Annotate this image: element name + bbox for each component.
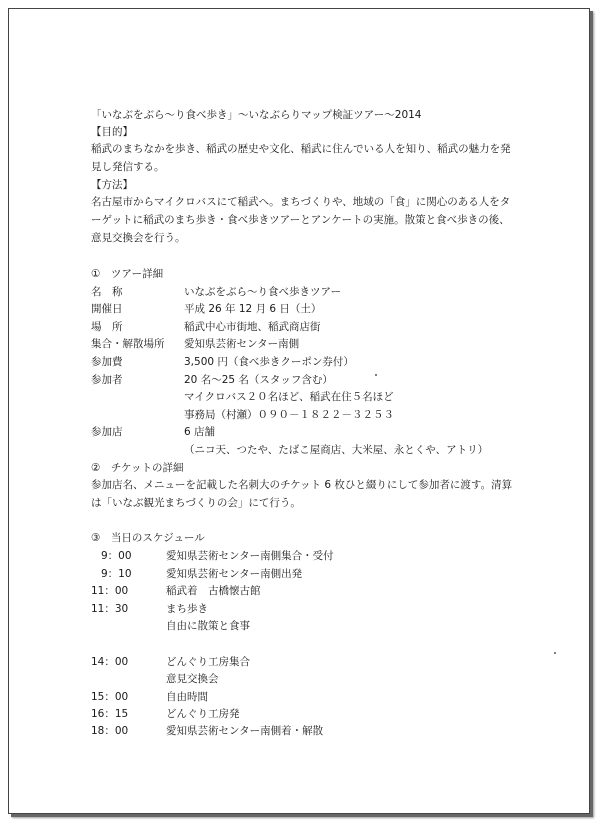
detail-value: 愛知県芸術センター南側 [184, 338, 300, 350]
schedule-time: 14：00 [91, 656, 129, 668]
schedule-event: 意見交換会 [166, 673, 219, 685]
section2-line: は「いなぶ観光まちづくりの会」にて行う。 [91, 497, 301, 509]
method-line: ーゲットに稲武のまち歩き・食べ歩きツアーとアンケートの実施。散策と食べ歩きの後、 [91, 214, 510, 226]
method-line: 意見交換会を行う。 [91, 232, 186, 244]
detail-label: 参加費 [91, 356, 123, 368]
purpose-line: 見し発信する。 [91, 161, 165, 173]
detail-value: 6 店舗 [184, 426, 216, 438]
detail-value: いなぶをぶら～り食べ歩きツアー [184, 286, 342, 298]
schedule-event: どんぐり工房集合 [166, 656, 250, 668]
purpose-line: 稲武のまちなかを歩き、稲武の歴史や文化、稲武に住んでいる人を知り、稲武の魅力を発 [91, 143, 511, 155]
schedule-event: 愛知県芸術センター南側集合・受付 [166, 550, 334, 562]
detail-label: 場 所 [91, 321, 123, 333]
purpose-heading: 【目的】 [91, 126, 133, 138]
scan-speck [554, 652, 556, 654]
schedule-time: 9：10 [101, 568, 132, 580]
detail-value: 事務局（村瀬）０９０－１８２２－３２５３ [184, 409, 394, 421]
method-heading: 【方法】 [91, 179, 133, 191]
section3-heading: ③ 当日のスケジュール [91, 532, 205, 544]
detail-label: 名 称 [91, 286, 123, 298]
schedule-event: 愛知県芸術センター南側着・解散 [166, 725, 324, 737]
schedule-time: 15：00 [91, 691, 129, 703]
schedule-event: 愛知県芸術センター南側出発 [166, 568, 303, 580]
section2-line: 参加店名、メニューを記載した名刺大のチケット 6 枚ひと綴りにして参加者に渡す。清算 [91, 479, 513, 491]
schedule-event: どんぐり工房発 [166, 708, 240, 720]
section2-heading: ② チケットの詳細 [91, 462, 184, 474]
schedule-time: 9：00 [101, 550, 132, 562]
detail-label: 参加者 [91, 374, 123, 386]
detail-value: 20 名～25 名（スタッフ含む） [184, 374, 333, 386]
schedule-event: 自由に散策と食事 [166, 620, 250, 632]
schedule-time: 16：15 [91, 708, 129, 720]
document-title: 「いなぶをぶら～り食べ歩き」～いなぶらりマップ検証ツアー～2014 [91, 109, 422, 121]
detail-value: 稲武中心市街地、稲武商店街 [184, 321, 321, 333]
detail-value: 3,500 円（食べ歩きクーポン券付） [184, 356, 354, 368]
schedule-event: 稲武着 古橋懐古館 [166, 585, 261, 597]
schedule-event: まち歩き [166, 603, 208, 615]
scan-speck [375, 374, 377, 376]
detail-value: （ニコ天、つたや、たばこ屋商店、大米屋、永とくや、アトリ） [184, 444, 489, 456]
detail-label: 開催日 [91, 303, 123, 315]
method-line: 名古屋市からマイクロバスにて稲武へ。まちづくりや、地域の「食」に関心のある人をタ [91, 196, 511, 208]
schedule-time: 18：00 [91, 725, 129, 737]
detail-label: 集合・解散場所 [91, 338, 165, 350]
schedule-time: 11：00 [91, 585, 129, 597]
detail-value: マイクロバス２０名ほど、稲武在住５名ほど [184, 391, 394, 403]
schedule-time: 11：30 [91, 603, 129, 615]
detail-value: 平成 26 年 12 月 6 日（土） [184, 303, 322, 315]
document-page [8, 8, 590, 814]
section1-heading: ① ツアー詳細 [91, 268, 164, 280]
detail-label: 参加店 [91, 426, 123, 438]
document-body [9, 9, 589, 813]
schedule-event: 自由時間 [166, 691, 208, 703]
